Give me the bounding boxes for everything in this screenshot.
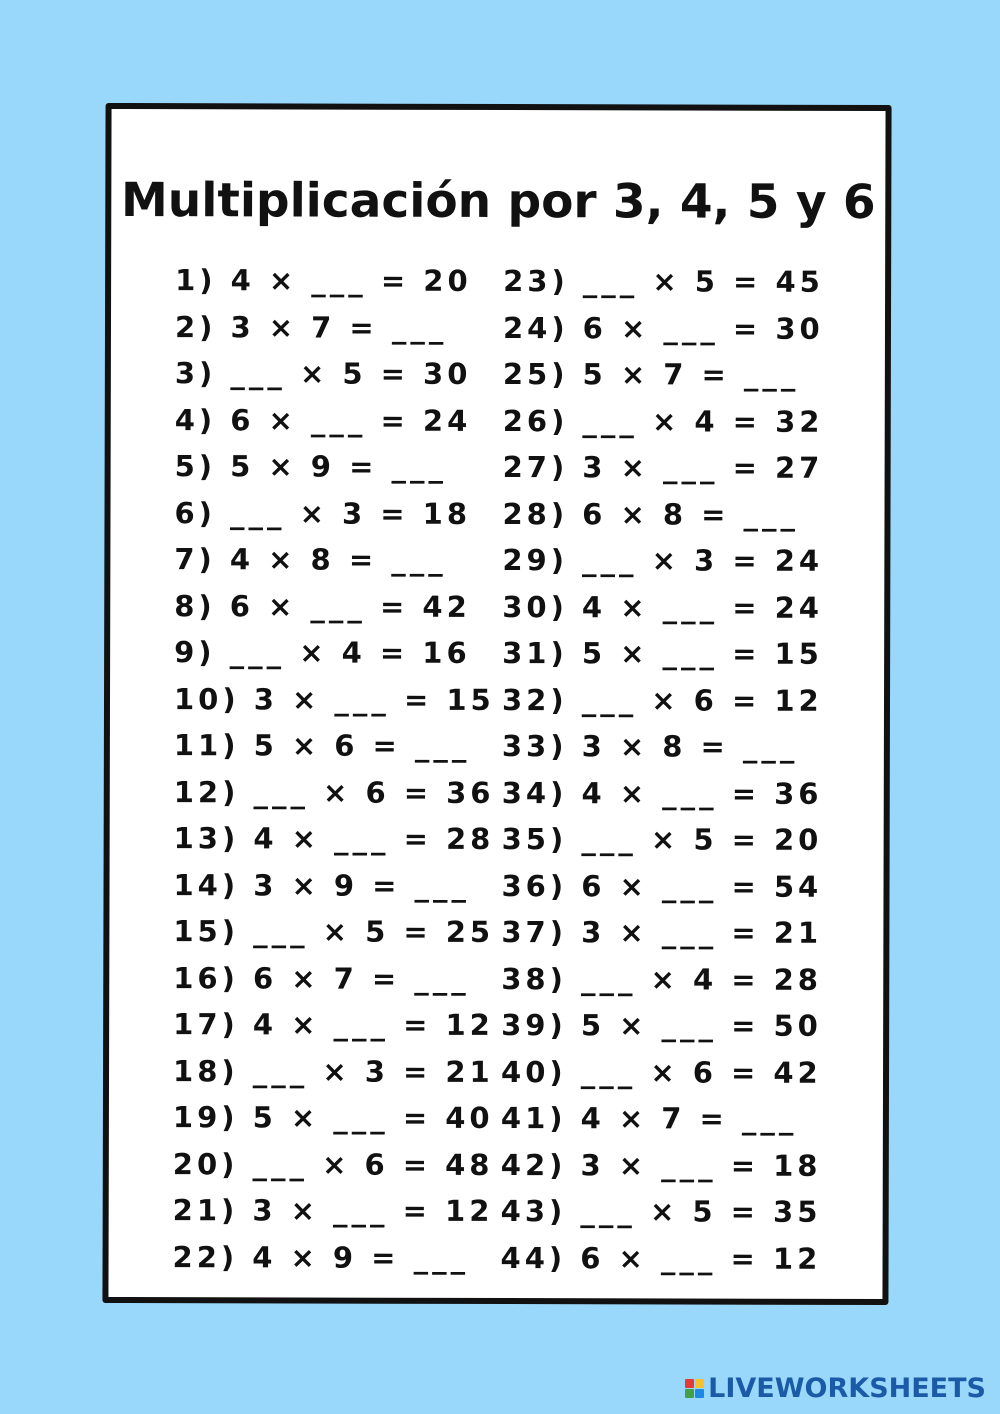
problem-item: 7) 4 × 8 = ___ <box>174 542 447 577</box>
problem-item: 26) ___ × 4 = 32 <box>502 403 824 439</box>
problem-item: 4) 6 × ___ = 24 <box>174 402 472 438</box>
problem-item: 37) 3 × ___ = 21 <box>501 915 823 950</box>
problem-item: 9) ___ × 4 = 16 <box>174 635 471 670</box>
problem-item: 34) 4 × ___ = 36 <box>501 775 823 811</box>
liveworksheets-footer <box>685 1373 986 1404</box>
problem-item: 25) 5 × 7 = ___ <box>502 357 800 392</box>
problem-item: 23) ___ × 5 = 45 <box>503 264 824 299</box>
problem-item: 1) 4 × ___ = 20 <box>175 263 472 298</box>
problem-item: 30) 4 × ___ = 24 <box>502 589 824 625</box>
problem-item: 20) ___ × 6 = 48 <box>172 1146 494 1182</box>
problem-item: 44) 6 × ___ = 12 <box>500 1240 822 1276</box>
problem-item: 28) 6 × 8 = ___ <box>502 496 800 532</box>
worksheet-title: Multiplicación por 3, 4, 5 y 6 <box>120 173 876 230</box>
problem-item: 29) ___ × 3 = 24 <box>502 543 824 578</box>
problem-item: 2) 3 × 7 = ___ <box>174 309 448 345</box>
problem-item: 10) 3 × ___ = 15 <box>173 681 495 717</box>
problem-item: 12) ___ × 6 = 36 <box>173 774 495 810</box>
problem-item: 8) 6 × ___ = 42 <box>174 588 471 624</box>
problem-item: 5) 5 × 9 = ___ <box>174 449 448 484</box>
worksheet-sheet <box>102 103 891 1305</box>
problem-item: 35) ___ × 5 = 20 <box>501 822 823 857</box>
problem-item: 16) 6 × 7 = ___ <box>173 960 470 996</box>
problem-item: 15) ___ × 5 = 25 <box>173 914 495 949</box>
problem-item: 33) 3 × 8 = ___ <box>501 729 799 764</box>
liveworksheets-logo-icon <box>685 1379 704 1398</box>
problem-item: 17) 4 × ___ = 12 <box>173 1007 494 1042</box>
problem-item: 38) ___ × 4 = 28 <box>501 961 823 997</box>
problem-item: 36) 6 × ___ = 54 <box>501 868 823 904</box>
brand-name: LIVEWORKSHEETS <box>708 1373 986 1404</box>
problem-item: 31) 5 × ___ = 15 <box>502 636 823 671</box>
logo-square-green <box>685 1389 694 1398</box>
problem-item: 11) 5 × 6 = ___ <box>173 728 471 763</box>
problem-item: 18) ___ × 3 = 21 <box>172 1053 494 1089</box>
problems-column-right <box>500 258 823 1282</box>
problem-item: 41) 4 × 7 = ___ <box>500 1101 798 1136</box>
problem-item: 6) ___ × 3 = 18 <box>174 495 472 531</box>
problem-item: 43) ___ × 5 = 35 <box>500 1194 822 1229</box>
problem-item: 13) 4 × ___ = 28 <box>173 821 495 856</box>
problem-item: 14) 3 × 9 = ___ <box>173 867 471 903</box>
logo-square-yellow <box>695 1379 704 1388</box>
problem-item: 40) ___ × 6 = 42 <box>500 1054 822 1090</box>
logo-square-red <box>685 1379 694 1388</box>
problem-item: 32) ___ × 6 = 12 <box>501 682 823 718</box>
problem-item: 24) 6 × ___ = 30 <box>502 310 824 346</box>
problem-item: 22) 4 × 9 = ___ <box>172 1239 470 1275</box>
problem-item: 42) 3 × ___ = 18 <box>500 1147 822 1183</box>
problem-item: 39) 5 × ___ = 50 <box>501 1008 822 1043</box>
problem-item: 3) ___ × 5 = 30 <box>174 356 472 391</box>
problem-item: 19) 5 × ___ = 40 <box>172 1100 494 1135</box>
problem-item: 21) 3 × ___ = 12 <box>172 1193 494 1228</box>
problems-column-left <box>172 257 495 1281</box>
logo-square-blue <box>695 1389 704 1398</box>
problem-item: 27) 3 × ___ = 27 <box>502 450 824 485</box>
